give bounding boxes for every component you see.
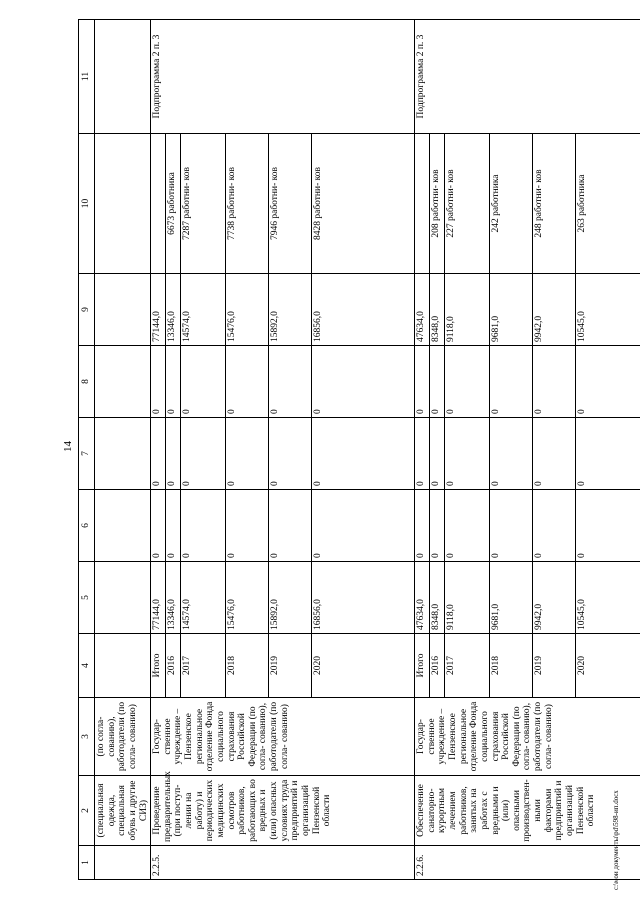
col-header: 4 — [79, 634, 95, 698]
funding-cell: 14574,0 — [181, 274, 226, 346]
value-cell: 0 — [166, 490, 181, 562]
subprogram-link: Подпрограмма 2 п. 3 — [151, 20, 415, 134]
indicator-cell: 7946 работни- ков — [269, 134, 312, 274]
table-row — [151, 20, 166, 880]
value-cell: 0 — [415, 418, 430, 490]
year-cell: 2020 — [312, 634, 415, 698]
year-cell: 2016 — [166, 634, 181, 698]
value-cell: 0 — [533, 346, 576, 418]
value-cell: 0 — [445, 346, 490, 418]
funding-cell: 9681,0 — [490, 274, 533, 346]
indicator-cell: 8428 работни- ков — [312, 134, 415, 274]
value-cell: 0 — [490, 346, 533, 418]
indicator-cell: 227 работни- ков — [445, 134, 490, 274]
col-header: 9 — [79, 274, 95, 346]
total-cell: 15476,0 — [226, 562, 269, 634]
value-cell: 0 — [181, 418, 226, 490]
year-cell: 2018 — [226, 634, 269, 698]
value-cell: 0 — [533, 418, 576, 490]
col-header: 10 — [79, 134, 95, 274]
column-number-row — [79, 20, 95, 880]
indicator-cell — [415, 134, 430, 274]
value-cell: 0 — [576, 418, 640, 490]
total-cell: 15892,0 — [269, 562, 312, 634]
col-header: 7 — [79, 418, 95, 490]
funding-cell: 8348,0 — [430, 274, 445, 346]
year-cell: Итого — [415, 634, 430, 698]
value-cell: 0 — [430, 490, 445, 562]
value-cell: 0 — [166, 418, 181, 490]
program-table — [78, 19, 640, 880]
indicator-cell: 248 работни- ков — [533, 134, 576, 274]
total-cell: 9942,0 — [533, 562, 576, 634]
col-header: 2 — [79, 776, 95, 846]
indicator-cell: 242 работника — [490, 134, 533, 274]
funding-cell: 9942,0 — [533, 274, 576, 346]
value-cell: 0 — [445, 490, 490, 562]
measure-name: Проведение предварительных (при поступ- лении на работу) и периодических медицинских осмотров работников, работающих во вредных и (или) опасных условиях труда предприятий и организаций Пензенской области — [151, 776, 415, 846]
total-cell: 77144,0 — [151, 562, 166, 634]
funding-cell: 77144,0 — [151, 274, 166, 346]
value-cell: 0 — [151, 418, 166, 490]
executor: Государ- ственное учреждение – Пензенское региональное отделение Фонда социального страхования Российской Федерации (по согла- сованию), работодатели (по согла- сованию) — [415, 698, 640, 776]
funding-cell: 15892,0 — [269, 274, 312, 346]
funding-cell: 47634,0 — [415, 274, 430, 346]
year-cell: Итого — [151, 634, 166, 698]
total-cell: 14574,0 — [181, 562, 226, 634]
value-cell: 0 — [226, 418, 269, 490]
indicator-cell — [151, 134, 166, 274]
executor-cont: (по согла- сованию), работодатели (по согла- сованию) — [95, 698, 151, 776]
row-number: 2.2.5. — [151, 846, 415, 880]
funding-cell: 10545,0 — [576, 274, 640, 346]
total-cell: 9118,0 — [445, 562, 490, 634]
col-header: 6 — [79, 490, 95, 562]
value-cell: 0 — [415, 490, 430, 562]
subprogram-link: Подпрограмма 2 п. 3 — [415, 20, 640, 134]
row-number: 2.2.6. — [415, 846, 640, 880]
value-cell: 0 — [430, 346, 445, 418]
measure-name: Обеспечение санаторно- курортным лечением работников, занятых на работах с вредными и (или) опасными производствен- ными факторами предприятий и организаций Пензенской области — [415, 776, 640, 846]
year-cell: 2019 — [269, 634, 312, 698]
value-cell: 0 — [151, 490, 166, 562]
indicator-cell: 263 работника — [576, 134, 640, 274]
measure-name-cont: (специальная одежда, специальная обувь и другие СИЗ) — [95, 776, 151, 846]
indicator-cell: 7738 работни- ков — [226, 134, 269, 274]
year-cell: 2020 — [576, 634, 640, 698]
value-cell: 0 — [312, 490, 415, 562]
value-cell: 0 — [533, 490, 576, 562]
col-header: 3 — [79, 698, 95, 776]
value-cell: 0 — [415, 346, 430, 418]
value-cell: 0 — [312, 346, 415, 418]
indicator-cell: 208 работни- ков — [430, 134, 445, 274]
value-cell: 0 — [269, 490, 312, 562]
funding-cell: 16856,0 — [312, 274, 415, 346]
funding-cell: 15476,0 — [226, 274, 269, 346]
value-cell: 0 — [490, 418, 533, 490]
year-cell: 2019 — [533, 634, 576, 698]
col-header: 8 — [79, 346, 95, 418]
value-cell: 0 — [430, 418, 445, 490]
col-header: 5 — [79, 562, 95, 634]
page-number: 14 — [62, 441, 74, 452]
col-header: 1 — [79, 846, 95, 880]
indicator-cell: 7287 работни- ков — [181, 134, 226, 274]
year-cell: 2018 — [490, 634, 533, 698]
total-cell: 8348,0 — [430, 562, 445, 634]
value-cell: 0 — [181, 490, 226, 562]
total-cell: 9681,0 — [490, 562, 533, 634]
value-cell: 0 — [576, 490, 640, 562]
funding-cell: 13346,0 — [166, 274, 181, 346]
col-header: 11 — [79, 20, 95, 134]
funding-cell: 9118,0 — [445, 274, 490, 346]
value-cell: 0 — [166, 346, 181, 418]
year-cell: 2017 — [181, 634, 226, 698]
value-cell: 0 — [226, 490, 269, 562]
value-cell: 0 — [269, 418, 312, 490]
rotated-table-area — [78, 20, 610, 880]
value-cell: 0 — [151, 346, 166, 418]
value-cell: 0 — [312, 418, 415, 490]
continuation-row — [95, 20, 151, 880]
total-cell: 47634,0 — [415, 562, 430, 634]
value-cell: 0 — [445, 418, 490, 490]
year-cell: 2017 — [445, 634, 490, 698]
value-cell: 0 — [269, 346, 312, 418]
total-cell: 13346,0 — [166, 562, 181, 634]
value-cell: 0 — [226, 346, 269, 418]
footer-file-path: c:\мои документы\pd\598-ип.docx — [612, 790, 620, 890]
year-cell: 2016 — [430, 634, 445, 698]
value-cell: 0 — [181, 346, 226, 418]
value-cell: 0 — [490, 490, 533, 562]
executor: Государ- ственное учреждение – Пензенское региональное отделение Фонда социального страхования Российской Федерации (по согла- сованию), работодатели (по согла- сованию) — [151, 698, 415, 776]
indicator-cell: 6673 работника — [166, 134, 181, 274]
value-cell: 0 — [576, 346, 640, 418]
total-cell: 16856,0 — [312, 562, 415, 634]
total-cell: 10545,0 — [576, 562, 640, 634]
table-row — [415, 20, 430, 880]
